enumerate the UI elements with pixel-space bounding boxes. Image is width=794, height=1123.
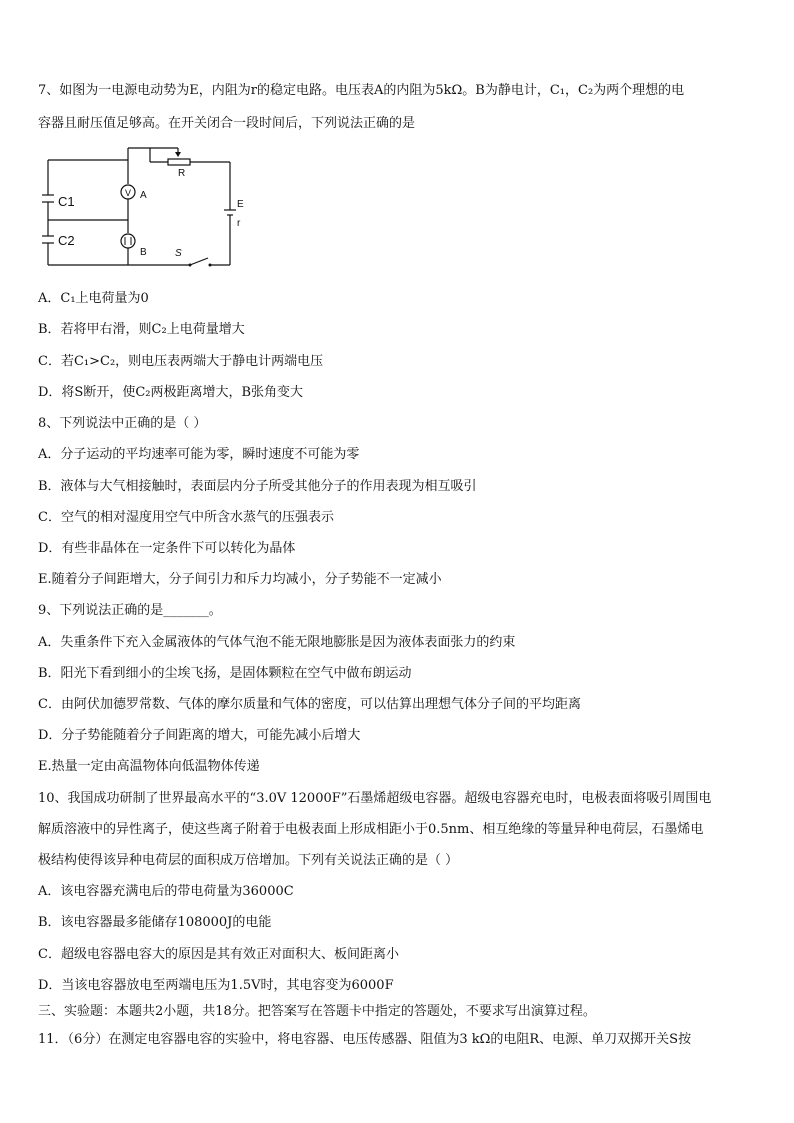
q10-option-d: D．当该电容器放电至两端电压为1.5V时，其电容变为6000F: [38, 978, 394, 993]
q7-option-d: D．将S断开，使C₂两极距离增大，B张角变大: [38, 385, 304, 400]
c1-label: C1: [58, 194, 75, 209]
q9-option-b: B．阳光下看到细小的尘埃飞扬，是固体颗粒在空气中做布朗运动: [38, 666, 412, 681]
q9-option-a: A．失重条件下充入金属液体的气体气泡不能无限地膨胀是因为液体表面张力的约束: [38, 635, 516, 650]
q7-option-b: B．若将甲右滑，则C₂上电荷量增大: [38, 322, 245, 337]
q8-option-d: D．有些非晶体在一定条件下可以转化为晶体: [38, 541, 296, 556]
q10-option-b: B．该电容器最多能储存108000J的电能: [38, 915, 272, 930]
q10-stem-line3: 极结构使得该异种电荷层的面积成万倍增加。下列有关说法正确的是（ ）: [38, 853, 459, 868]
voltmeter-symbol: V: [125, 188, 132, 198]
q8-option-b: B．液体与大气相接触时，表面层内分子所受其他分子的作用表现为相互吸引: [38, 479, 477, 494]
q9-option-d: D．分子势能随着分子间距离的增大，可能先减小后增大: [38, 728, 361, 743]
q9-stem: 9、下列说法正确的是_______。: [38, 603, 222, 618]
b-label: B: [140, 247, 147, 258]
q8-option-c: C．空气的相对湿度用空气中所含水蒸气的压强表示: [38, 510, 334, 525]
q11-stem: 11．（6分）在测定电容器电容的实验中，将电容器、电压传感器、阻值为3 kΩ的电阻R、电源、单刀双掷开关S按: [38, 1032, 692, 1047]
q10-option-c: C．超级电容器电容大的原因是其有效正对面积大、板间距离小: [38, 947, 399, 962]
a-label: A: [140, 190, 147, 201]
q9-option-e: E.热量一定由高温物体向低温物体传递: [38, 759, 260, 774]
r-label: R: [178, 168, 186, 179]
r-internal-label: r: [237, 218, 241, 229]
e-label: E: [237, 199, 244, 210]
q8-stem: 8、下列说法中正确的是（ ）: [38, 416, 207, 431]
q10-stem-line1: 10、我国成功研制了世界最高水平的“3.0V 12000F”石墨烯超级电容器。超级电容器充电时，电极表面将吸引周围电: [38, 791, 712, 806]
circuit-diagram: [40, 140, 250, 275]
q7-option-c: C．若C₁>C₂，则电压表两端大于静电计两端电压: [38, 354, 324, 369]
q7-stem-line1: 7、如图为一电源电动势为E，内阻为r的稳定电路。电压表A的内阻为5kΩ。B为静电计，C₁，C₂为两个理想的电: [38, 83, 685, 98]
q10-option-a: A．该电容器充满电后的带电荷量为36000C: [38, 884, 294, 899]
q7-stem-line2: 容器且耐压值足够高。在开关闭合一段时间后，下列说法正确的是: [38, 116, 416, 131]
q8-option-a: A．分子运动的平均速率可能为零，瞬时速度不可能为零: [38, 447, 360, 462]
section-3-heading: 三、实验题：本题共2小题，共18分。把答案写在答题卡中指定的答题处，不要求写出演算过程。: [38, 1004, 596, 1019]
c2-label: C2: [58, 233, 75, 248]
q7-option-a: A．C₁上电荷量为0: [38, 291, 149, 306]
q9-option-c: C．由阿伏加德罗常数、气体的摩尔质量和气体的密度，可以估算出理想气体分子间的平均距离: [38, 697, 581, 712]
q8-option-e: E.随着分子间距增大，分子间引力和斥力均减小，分子势能不一定减小: [38, 572, 442, 587]
q10-stem-line2: 解质溶液中的异性离子，使这些离子附着于电极表面上形成相距小于0.5nm、相互绝缘的等量异种电荷层，石墨烯电: [38, 822, 704, 837]
s-label: S: [175, 248, 182, 259]
